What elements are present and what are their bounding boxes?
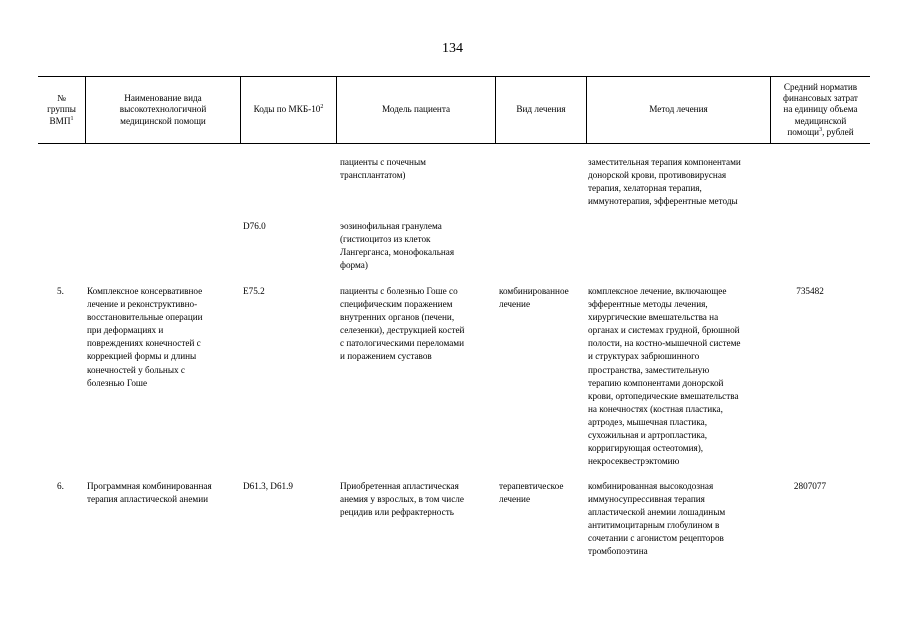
text-line: заместительная терапия компонентами — [588, 157, 741, 167]
header-icd-codes: Коды по МКБ-$10^2$ — [240, 77, 336, 143]
text-line: Лангерганса, монофокальная — [340, 247, 455, 258]
cell-group-number — [57, 285, 64, 298]
text-line: при деформациях и — [87, 325, 164, 336]
cell-care-type-name — [87, 285, 203, 390]
cell-treatment-method — [588, 156, 741, 208]
cell-treatment-method — [588, 480, 725, 559]
text-line: анемия у взрослых, в том числе — [340, 494, 464, 505]
cell-icd-codes — [243, 220, 266, 233]
text-line: D76.0 — [243, 221, 266, 231]
text-line: терапия, хелаторная терапия, — [588, 183, 702, 194]
text-line: Комплексное консервативное — [87, 286, 203, 296]
text-line: апластической анемии лошадиным — [588, 507, 726, 518]
text-line: трансплантатом) — [340, 170, 406, 181]
text-line: форма) — [340, 260, 368, 271]
text-line: на конечностях (костная пластика, — [588, 403, 723, 414]
cell-group-number — [57, 480, 64, 493]
text-line: иммунотерапия, эфферентные методы — [588, 196, 738, 207]
text-line: сухожильная и артропластика, — [588, 430, 708, 441]
text-line: внутренних органов (печени, — [340, 312, 455, 323]
text-line: хирургические вмешательства на — [588, 312, 719, 323]
header-treatment-type: Вид лечения — [495, 77, 586, 143]
cell-patient-model — [340, 285, 464, 364]
cell-treatment-method — [588, 285, 741, 468]
text-line: терапевтическое — [499, 481, 564, 491]
cell-patient-model — [340, 156, 426, 182]
text-line: некросеквестрэктомию — [588, 456, 680, 467]
text-line: иммуносупрессивная терапия — [588, 494, 705, 505]
text-line: пациенты с почечным — [340, 157, 426, 167]
cell-treatment-type — [499, 285, 569, 311]
text-line: эозинофильная гранулема — [340, 221, 442, 231]
text-line: специфическим поражением — [340, 299, 453, 310]
cell-care-type-name — [87, 480, 212, 506]
text-line: антитимоцитарным глобулином в — [588, 520, 720, 531]
text-line: рецидив или рефрактерность — [340, 507, 454, 518]
header-patient-model: Модель пациента — [336, 77, 495, 143]
text-line: полости, на костно-мышечной системе — [588, 338, 741, 349]
text-line: эфферентные методы лечения, — [588, 299, 708, 310]
text-line: и поражением суставов — [340, 351, 432, 362]
text-line: и структурах забрюшинного — [588, 351, 700, 362]
cell-average-cost — [760, 285, 860, 298]
text-line: 735482 — [796, 286, 824, 296]
text-line: лечение и реконструктивно- — [87, 299, 198, 310]
text-line: повреждениях конечностей с — [87, 338, 201, 349]
header-group-number: № группы ВМП$^1$ — [47, 93, 76, 126]
cell-treatment-type — [499, 480, 563, 506]
text-line: органах и системах грудной, брюшной — [588, 325, 740, 336]
text-line: артродез, мышечная пластика, — [588, 416, 708, 427]
text-line: селезенки), деструкцией костей — [340, 325, 465, 336]
text-line: Программная комбинированная — [87, 481, 212, 491]
text-line: сочетании с агонистом рецепторов — [588, 533, 724, 544]
header-care-type-name: Наименование вида высокотехнологичной медицинской помощи — [85, 77, 240, 143]
text-line: (гистиоцитоз из клеток — [340, 234, 431, 245]
text-line: восстановительные операции — [87, 312, 203, 323]
text-line: 2807077 — [793, 481, 827, 491]
text-line: комбинированное — [499, 286, 569, 296]
text-line: коррекцией формы и длины — [87, 351, 197, 362]
cell-average-cost — [760, 480, 860, 493]
header-treatment-method: Метод лечения — [586, 77, 770, 143]
text-line: Приобретенная апластическая — [340, 481, 459, 491]
page-number: 134 — [442, 41, 463, 56]
text-line: терапия апластической анемии — [87, 494, 209, 505]
text-line: лечение — [499, 299, 531, 310]
text-line: конечностей у больных с — [87, 364, 185, 375]
text-line: комбинированная высокодозная — [588, 481, 714, 491]
text-line: E75.2 — [243, 286, 265, 296]
text-line: корригирующая остеотомия), — [588, 443, 704, 454]
cell-patient-model — [340, 480, 464, 519]
text-line: комплексное лечение, включающее — [588, 286, 727, 296]
header-average-cost: Средний норматив финансовых затрат на единицу объема медицинской помощи$^3$, рублей — [770, 77, 870, 143]
cell-icd-codes — [243, 480, 293, 493]
table-header — [38, 76, 870, 144]
cell-patient-model — [340, 220, 454, 272]
cell-icd-codes — [243, 285, 265, 298]
text-line: 6. — [57, 481, 64, 491]
text-line: тромбопоэтина — [588, 546, 648, 557]
text-line: с патологическими переломами — [340, 338, 465, 349]
text-line: донорской крови, противовирусная — [588, 170, 727, 181]
text-line: лечение — [499, 494, 531, 505]
text-line: терапию компонентами донорской — [588, 377, 724, 388]
text-line: D61.3, D61.9 — [243, 481, 294, 491]
text-line: крови, ортопедические вмешательства — [588, 390, 739, 401]
text-line: 5. — [57, 286, 64, 296]
text-line: пациенты с болезнью Гоше со — [340, 286, 458, 296]
text-line: болезнью Гоше — [87, 377, 148, 388]
text-line: пространства, заместительную — [588, 364, 710, 375]
